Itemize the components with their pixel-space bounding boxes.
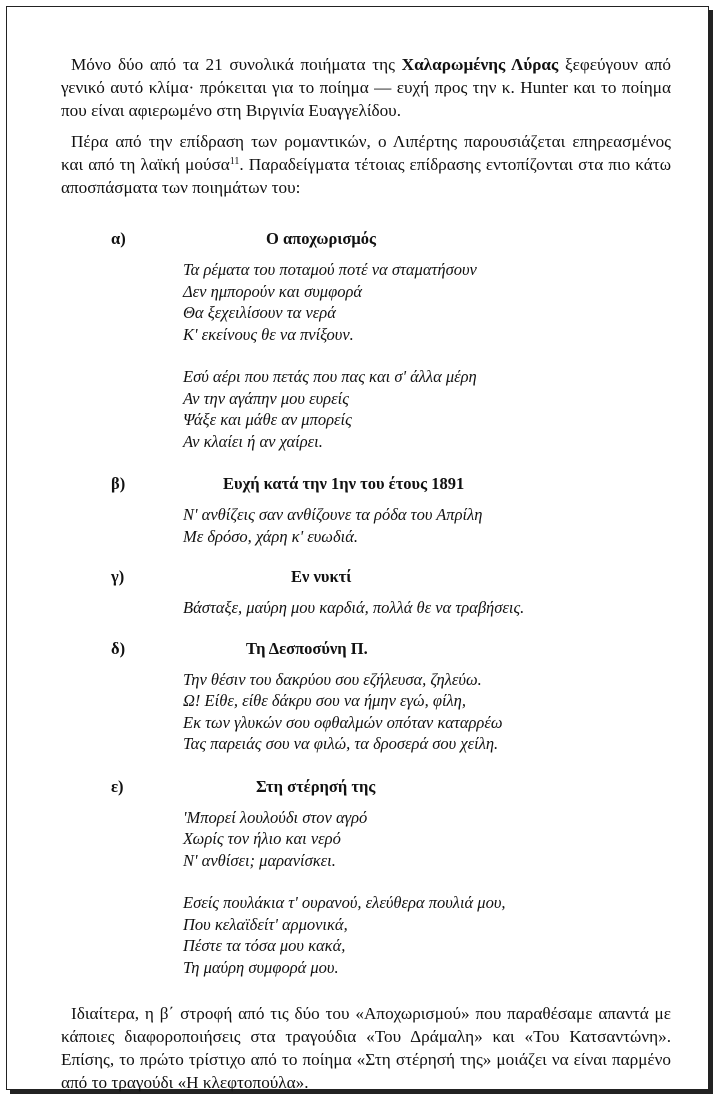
poem-letter: δ)	[111, 638, 126, 658]
intro-2-text-end: . Παραδείγματα τέτοιας επίδρασης εντοπίζονται στα πιο κάτω αποσπάσματα των ποιημάτων του:	[61, 155, 672, 197]
poem-excerpt	[61, 567, 671, 619]
verse-line: Την θέσιν του δακρύου σου εζήλευσα, ζηλεύω.	[183, 669, 482, 689]
poem-letter: α)	[111, 229, 126, 248]
poem-letter: γ)	[111, 567, 125, 586]
intro-1-book-title: Χαλαρωμένης Λύρας	[401, 55, 559, 74]
poem-excerpt	[61, 639, 671, 755]
verse-line: Κ' εκείνους θε να πνίξουν.	[183, 324, 354, 344]
poem-title: Ευχή κατά την 1ην του έτους 1891	[223, 474, 465, 493]
poem-excerpt	[61, 474, 671, 547]
poem-heading	[61, 229, 671, 253]
verse-line: Ν' ανθίζεις σαν ανθίζουνε τα ρόδα του Απρίλη	[183, 505, 483, 524]
verse-line: Τα ρέματα του ποταμού ποτέ να σταματήσουν	[183, 260, 477, 279]
poem-title: Τη Δεσποσύνη Π.	[246, 638, 368, 658]
poem-excerpt	[61, 777, 671, 979]
intro-paragraph-2	[61, 130, 671, 199]
poem-letter: β)	[111, 474, 126, 493]
verse-line: Ν' ανθίσει; μαρανίσκει.	[183, 850, 336, 870]
intro-2-text-start: Πέρα από την επίδραση των ρομαντικών, ο Λιπέρτης παρουσιάζεται επηρεασμένος και από τη λαϊκή μούσα	[61, 132, 671, 174]
verse-line: 'Μπορεί λουλούδι στον αγρό	[183, 807, 368, 827]
footnote-marker: 11	[229, 156, 240, 167]
verse-line: Αν την αγάπην μου ευρείς	[183, 388, 349, 408]
poem-heading	[61, 474, 671, 498]
poem-heading	[61, 639, 671, 663]
stanza	[183, 807, 671, 872]
poem-title: Στη στέρησή της	[256, 776, 376, 796]
verse-line: Εκ των γλυκών σου οφθαλμών οπόταν καταρρέω	[183, 712, 503, 732]
stanza	[183, 504, 671, 547]
document-page	[6, 6, 709, 1090]
verse-line: Με δρόσο, χάρη κ' ευωδιά.	[183, 526, 358, 546]
intro-1-text-end: ξεφεύγουν από γενικό αυτό κλίμα· πρόκειται για το ποίημα — ευχή προς την κ. Hunter και το ποίημα που είναι αφιερωμένο στη Βιργινία Ευαγγελίδου.	[61, 55, 671, 120]
poem-title: Εν νυκτί	[291, 567, 352, 586]
poem-letter: ε)	[111, 776, 124, 796]
verse-line: Χωρίς τον ήλιο και νερό	[183, 829, 341, 848]
stanza	[183, 892, 671, 978]
stanza	[183, 669, 671, 755]
stanza	[183, 259, 671, 345]
poem-heading	[61, 567, 671, 591]
closing-paragraph: Ιδιαίτερα, η β΄ στροφή από τις δύο του «Αποχωρισμού» που παραθέσαμε απαντά με κάποιες διαφοροποιήσεις στα τραγούδια «Του Δράμαλη» και «Του Κατσαντώνη». Επίσης, το πρώτο τρίστιχο από το ποίημα «Στη στέρησή της» μοιάζει να είναι παρμένο από το τραγούδι «Η κλεφτοπούλα».	[61, 1004, 671, 1092]
poem-title: Ο αποχωρισμός	[266, 229, 376, 248]
intro-paragraph-1	[61, 53, 671, 122]
verse-line: Τας παρειάς σου να φιλώ, τα δροσερά σου χείλη.	[183, 734, 499, 753]
verse-line: Τη μαύρη συμφορά μου.	[183, 957, 339, 977]
verse-line: Ψάξε και μάθε αν μπορείς	[183, 410, 352, 429]
verse-line: Βάσταξε, μαύρη μου καρδιά, πολλά θε να τραβήσεις.	[183, 598, 525, 617]
page-content	[61, 53, 671, 1094]
intro-1-text-start: Μόνο δύο από τα 21 συνολικά ποιήματα της	[71, 55, 402, 74]
verse-line: Αν κλαίει ή αν χαίρει.	[183, 431, 323, 451]
poem-heading	[61, 777, 671, 801]
stanza	[183, 366, 671, 452]
stanza	[183, 597, 671, 619]
verse-line: Δεν ημπορούν και συμφορά	[183, 281, 363, 301]
verse-line: Που κελαϊδείτ' αρμονικά,	[183, 914, 348, 934]
verse-line: Εσύ αέρι που πετάς που πας και σ' άλλα μέρη	[183, 367, 477, 386]
verse-line: Θα ξεχειλίσουν τα νερά	[183, 303, 336, 322]
poem-excerpt	[61, 229, 671, 452]
verse-line: Εσείς πουλάκια τ' ουρανού, ελεύθερα πουλιά μου,	[183, 893, 506, 912]
verse-line: Πέστε τα τόσα μου κακά,	[183, 936, 346, 955]
verse-line: Ω! Είθε, είθε δάκρυ σου να ήμην εγώ, φίλη,	[183, 691, 466, 710]
